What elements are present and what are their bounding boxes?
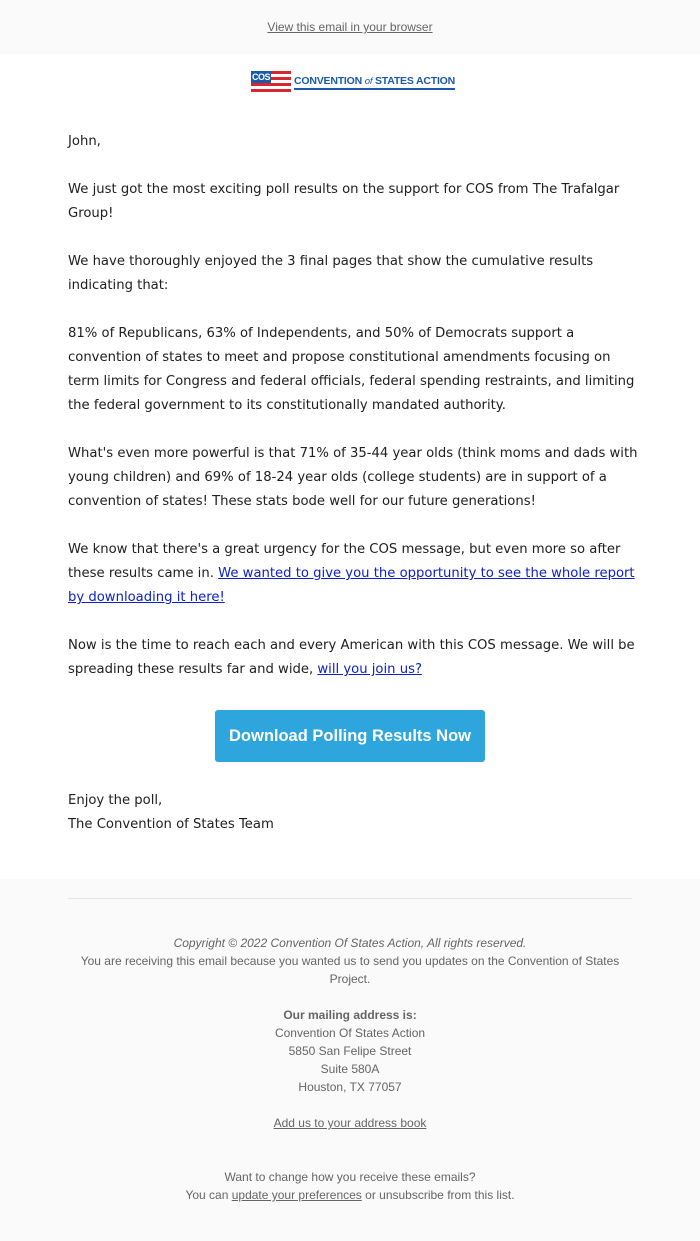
paragraph-6: Now is the time to reach each and every American with this COS message. We will be spreading these results far and wide, will you join us? [68,638,635,677]
greeting: John, [68,134,101,149]
logo-name: CONVENTION of STATES ACTION [294,75,455,90]
footer-copyright-block [68,934,632,988]
address-line: Convention Of States Action [274,1026,426,1040]
change-prompt: Want to change how you receive these emails? [224,1170,476,1184]
message-body [68,130,638,706]
paragraph-1: We just got the most exciting poll results on the support for COS from The Trafalgar Group! [68,182,620,221]
cos-action-logo[interactable] [251,71,456,93]
address-line: 5850 San Felipe Street [288,1044,412,1058]
download-polling-results-button[interactable] [215,710,485,762]
footer [0,879,700,1241]
flag-text: COS [251,72,270,82]
paragraph-5: We know that there's a great urgency for the COS message, but even more so after these results came in. We wanted to give you the opportunity to see the whole report by downloading it here! [68,542,635,605]
download-report-link[interactable]: We wanted to give you the opportunity to see the whole report by downloading it here! [68,566,635,605]
cta-label: Download Polling Results Now [228,726,471,745]
add-to-address-book-link[interactable]: Add us to your address book [273,1116,427,1130]
footer-divider [68,898,632,899]
preferences-block: Want to change how you receive these emails? You can update your preferences or unsubscribe from this list. [68,1168,632,1204]
update-preferences-link[interactable]: update your preferences [231,1188,362,1202]
address-line: Houston, TX 77057 [298,1080,402,1094]
mailing-heading: Our mailing address is: [283,1008,417,1022]
flag-icon [251,71,291,93]
join-us-link[interactable]: will you join us? [317,662,422,677]
preheader [0,0,700,54]
subscription-reason: You are receiving this email because you wanted us to send you updates on the Convention of States Project. [80,954,620,986]
copyright: Copyright © 2022 Convention Of States Action, All rights reserved. [173,936,527,950]
paragraph-3: 81% of Republicans, 63% of Independents, and 50% of Democrats support a convention of states to meet and propose constitutional amendments focusing on term limits for Congress and federal officials, federal spending restraints, and limiting the federal government to its constitutionally mandated authority. [68,326,635,413]
paragraph-2: We have thoroughly enjoyed the 3 final pages that show the cumulative results indicating that: [68,254,594,293]
address-line: Suite 580A [320,1062,380,1076]
signoff: Enjoy the poll, The Convention of States Team [68,793,274,832]
email-body [0,54,700,879]
mailing-address-block [68,1006,632,1096]
paragraph-4: What's even more powerful is that 71% of 35-44 year olds (think moms and dads with young children) and 69% of 18-24 year olds (college students) are in support of a convention of states! These stats bode well for our future generations! [68,446,638,509]
view-in-browser-link[interactable]: View this email in your browser [267,20,433,34]
